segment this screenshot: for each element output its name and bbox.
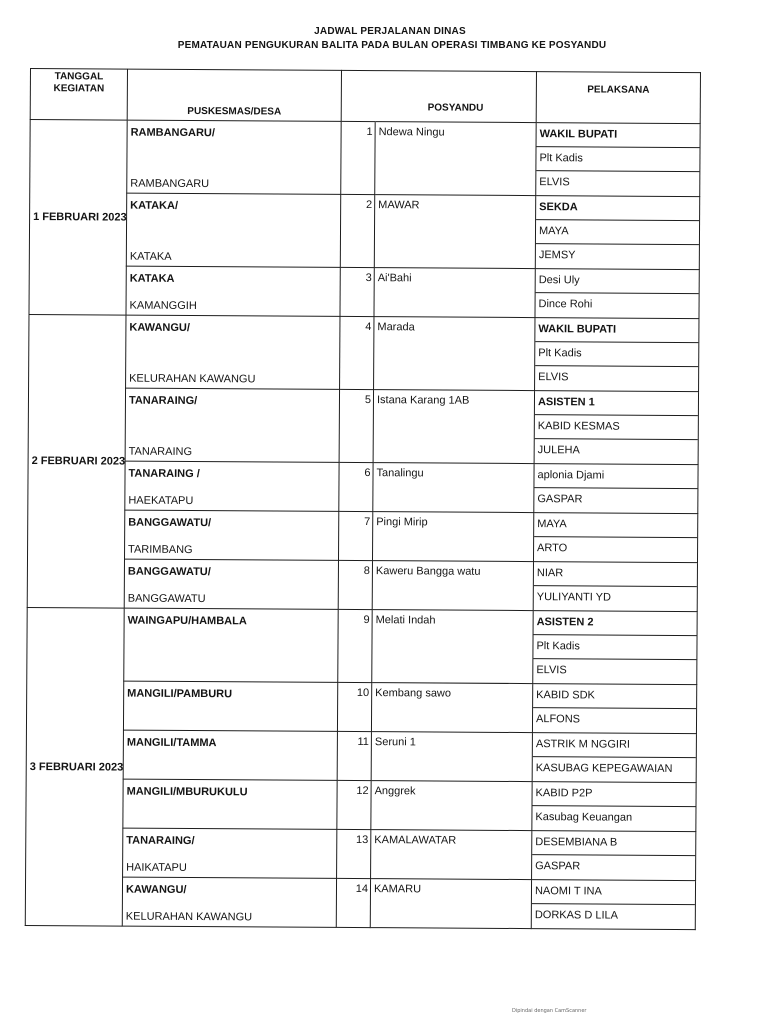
puskesmas-desa-cell [122,877,336,927]
pelaksana-cell [532,782,696,832]
desa-name: TARIMBANG [128,543,193,557]
pelaksana-item: ELVIS [539,176,570,189]
desa-name: HAEKATAPU [128,494,194,508]
table-row [26,729,696,782]
puskesmas-desa-cell [125,461,339,511]
pelaksana-cell [531,880,695,930]
pelaksana-item: KABID P2P [533,782,696,807]
posyandu-name: KAMALAWATAR [371,830,532,880]
pelaksana-item: Dince Rohi [538,298,593,311]
row-number: 4 [340,316,374,389]
puskesmas-desa-cell [123,828,337,878]
puskesmas-name: KATAKA [129,272,175,285]
pelaksana-item: GASPAR [535,860,581,873]
pelaksana-item: KABID KESMAS [535,415,698,440]
pelaksana-item: DORKAS D LILA [534,909,619,922]
posyandu-name: Anggrek [371,781,532,831]
pelaksana-cell [534,391,698,465]
pelaksana-item: ELVIS [538,371,569,384]
posyandu-name: Seruni 1 [371,732,532,782]
pelaksana-item: NAOMI T INA [532,880,695,905]
document-title: JADWAL PERJALANAN DINAS [314,26,466,37]
date-cell: 1 FEBRUARI 2023 [29,120,127,316]
pelaksana-item: MAYA [536,220,699,245]
pelaksana-cell [533,562,697,612]
pelaksana-cell [534,464,698,514]
pelaksana-cell [535,196,699,270]
header-puskesmas-desa: PUSKESMAS/DESA [127,69,341,121]
pelaksana-cell [535,269,699,319]
table-row [29,265,699,318]
posyandu-name: Tanalingu [373,463,534,513]
pelaksana-cell [533,611,697,685]
posyandu-name: Ai'Bahi [374,268,535,318]
puskesmas-name: TANARAING/ [128,394,198,408]
puskesmas-desa-cell [123,730,337,780]
table-row [26,680,696,733]
scanner-watermark: Dipindai dengan CamScanner [512,1008,587,1014]
desa-name: KATAKA [129,250,172,263]
header-number [341,70,375,121]
table-row [27,558,697,611]
puskesmas-desa-cell [126,315,340,389]
puskesmas-name: WAINGAPU/HAMBALA [127,614,247,628]
desa-name: HAIKATAPU [126,861,187,874]
header-row [30,69,700,124]
pelaksana-item: ASISTEN 1 [535,391,698,416]
row-number: 6 [339,462,373,511]
row-number: 1 [341,121,375,194]
puskesmas-name: MANGILI/PAMBURU [127,687,233,701]
desa-name: KELURAHAN KAWANGU [125,910,253,924]
pelaksana-item: YULIYANTI YD [536,591,611,604]
pelaksana-cell [532,831,696,881]
puskesmas-name: BANGGAWATU/ [127,565,211,579]
row-number: 10 [337,682,371,731]
puskesmas-desa-cell [123,779,337,829]
header-pelaksana: PELAKSANA [536,72,700,124]
row-number: 3 [340,267,374,316]
posyandu-name: Kembang sawo [371,683,532,733]
pelaksana-item: Kasubag Keuangan [535,811,633,824]
header-tanggal [30,69,127,121]
posyandu-name: Melati Indah [372,610,533,684]
pelaksana-item: Plt Kadis [533,635,696,660]
pelaksana-item: ASISTEN 2 [534,611,697,636]
row-number: 8 [338,560,372,609]
pelaksana-item: KASUBAG KEPEGAWAIAN [535,762,673,775]
pelaksana-item: DESEMBIANA B [532,831,695,856]
puskesmas-name: TANARAING / [128,467,200,481]
row-number: 7 [338,511,372,560]
pelaksana-item: GASPAR [537,493,583,506]
puskesmas-desa-cell [124,608,338,682]
table-row [26,827,696,880]
puskesmas-name: KAWANGU/ [129,321,190,334]
pelaksana-cell [532,684,696,734]
date-cell: 2 FEBRUARI 2023 [27,314,126,608]
pelaksana-item: ALFONS [535,713,581,726]
table-row [28,387,698,464]
puskesmas-name: TANARAING/ [126,834,195,848]
table-row [30,120,700,197]
row-number: 13 [337,829,371,878]
header-posyandu: POSYANDU [375,71,536,123]
puskesmas-desa-cell [125,388,339,462]
table-row [27,607,697,684]
pelaksana-item: ARTO [537,542,568,555]
pelaksana-item: NIAR [534,562,697,587]
pelaksana-item: ASTRIK M NGGIRI [533,733,696,758]
pelaksana-item: MAYA [534,513,697,538]
posyandu-name: Kaweru Bangga watu [372,561,533,611]
puskesmas-name: RAMBANGARU/ [130,126,215,140]
desa-name: RAMBANGARU [130,177,210,191]
pelaksana-item: Plt Kadis [536,147,699,172]
pelaksana-item: ELVIS [536,664,567,677]
puskesmas-name: KAWANGU/ [125,883,187,896]
table-row [25,876,695,929]
row-number: 12 [337,780,371,829]
row-number: 9 [338,609,372,682]
pelaksana-item: JULEHA [537,444,580,457]
table-row [29,193,699,270]
posyandu-name: MAWAR [374,195,535,269]
posyandu-name: Istana Karang 1AB [373,390,534,464]
pelaksana-cell [535,318,699,392]
puskesmas-desa-cell [126,266,340,316]
schedule-table [25,68,701,930]
pelaksana-cell [533,513,697,563]
schedule-body [25,120,700,930]
pelaksana-item: SEKDA [536,196,699,221]
header-tanggal-line2: KEGIATAN [53,83,105,95]
posyandu-name: Ndewa Ningu [375,122,536,196]
pelaksana-item: WAKIL BUPATI [535,318,698,343]
date-cell: 3 FEBRUARI 2023 [25,607,124,926]
puskesmas-name: BANGGAWATU/ [128,516,212,530]
row-number: 2 [340,194,374,267]
header-tanggal-line1: TANGGAL [54,71,104,83]
posyandu-name: Pingi Mirip [372,512,533,562]
pelaksana-item: Plt Kadis [535,342,698,367]
pelaksana-cell [536,123,700,197]
document-subtitle: PEMATAUAN PENGUKURAN BALITA PADA BULAN OPERASI TIMBANG KE POSYANDU [177,40,607,51]
table-row [29,314,699,391]
desa-name: KAMANGGIH [129,299,197,313]
desa-name: TANARAING [128,445,193,458]
puskesmas-desa-cell [124,559,338,609]
desa-name: BANGGAWATU [127,592,206,606]
posyandu-name: Marada [374,317,535,391]
puskesmas-name: MANGILI/MBURUKULU [126,785,248,799]
pelaksana-item: WAKIL BUPATI [537,123,700,148]
row-number: 14 [336,878,370,927]
puskesmas-desa-cell [127,120,341,194]
puskesmas-name: KATAKA/ [130,199,179,212]
pelaksana-item: aplonia Djami [534,464,697,489]
pelaksana-item: JEMSY [538,249,576,262]
row-number: 11 [337,731,371,780]
schedule-table-wrapper [25,68,700,930]
puskesmas-name: MANGILI/TAMMA [126,736,217,750]
posyandu-name: KAMARU [370,879,531,929]
table-row [28,509,698,562]
table-row [26,778,696,831]
puskesmas-desa-cell [126,193,340,267]
puskesmas-desa-cell [125,510,339,560]
desa-name: KELURAHAN KAWANGU [129,372,256,386]
table-row [28,460,698,513]
pelaksana-cell [532,733,696,783]
row-number: 5 [339,389,373,462]
puskesmas-desa-cell [123,681,337,731]
pelaksana-item: KABID SDK [533,684,696,709]
pelaksana-item: Desi Uly [536,269,699,294]
